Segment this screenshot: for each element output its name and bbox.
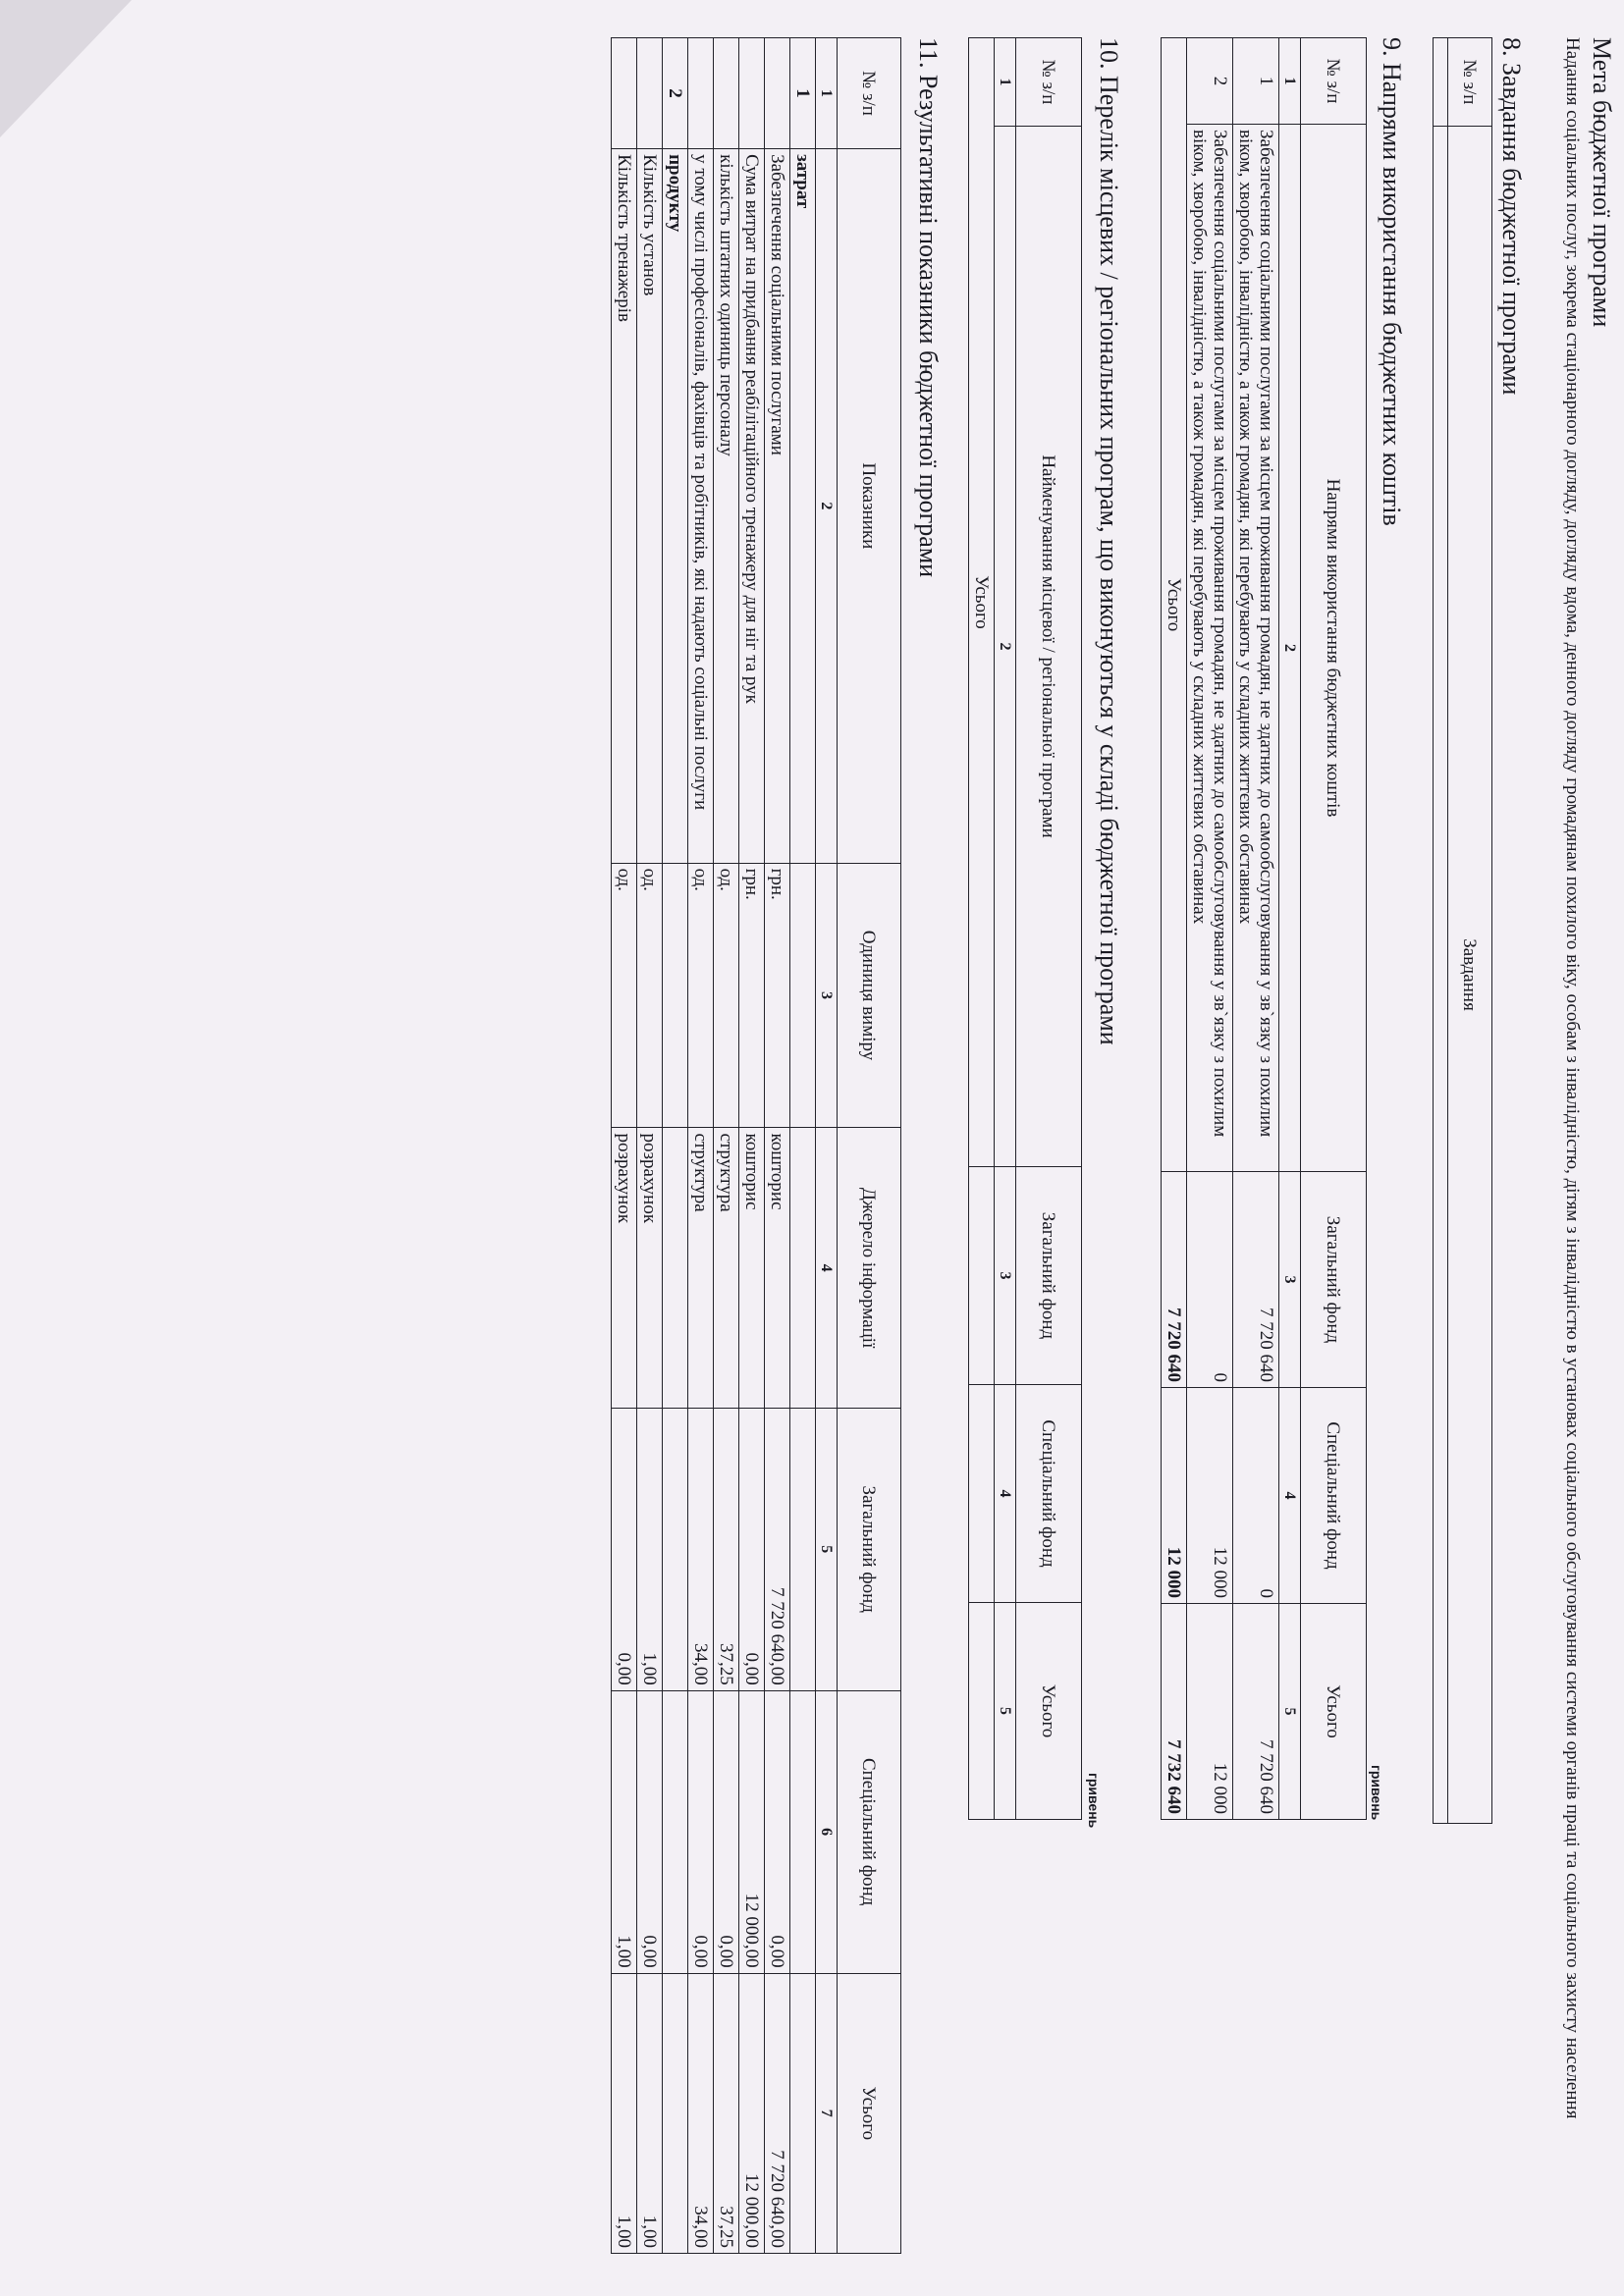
programs-header-total: Усього — [1016, 1603, 1082, 1820]
row-general: 37,25 — [714, 1408, 739, 1690]
section9-unit: гривень — [1369, 1765, 1384, 1821]
total-total: 7 732 640 — [1162, 1604, 1187, 1820]
directions-header-direction: Напрями використання бюджетних коштів — [1301, 125, 1367, 1172]
indicators-header-total: Усього — [838, 1973, 901, 2253]
total-special: 12 000 — [1162, 1388, 1187, 1604]
colnum: 5 — [995, 1603, 1016, 1820]
goal-text: Надання соціальних послуг, зокрема стаціонарного догляду, догляду вдома, денного догляду громадянам похилого віку, особам з інвалідністю, дітям з інвалідністю в установах соціального обслуговування системи органів праці та соціального захисту населення — [1562, 37, 1583, 2119]
row-special: 0,00 — [765, 1690, 790, 1973]
row-num: 1 — [1233, 38, 1279, 125]
row-general: 1,00 — [637, 1408, 663, 1690]
tasks-header-task: Завдання — [1448, 127, 1492, 1824]
indicators-header-indicator: Показники — [838, 149, 901, 863]
colnum: 2 — [1279, 125, 1301, 1172]
row-unit: од. — [688, 863, 714, 1128]
indicators-header-unit: Одиниця виміру — [838, 863, 901, 1128]
table-row-group — [790, 38, 816, 2254]
row-indicator: Забезпечення соціальними послугами — [765, 149, 790, 863]
row-total: 37,25 — [714, 1973, 739, 2253]
table-row — [637, 38, 663, 2254]
programs-header-special: Спеціальний фонд — [1016, 1385, 1082, 1603]
colnum: 6 — [816, 1690, 838, 1973]
row-special: 1,00 — [612, 1690, 637, 1973]
folded-corner — [0, 0, 132, 137]
total-total — [969, 1603, 995, 1820]
section10-unit: гривень — [1086, 1773, 1102, 1829]
tasks-empty-cell — [1434, 127, 1448, 1824]
table-total-row — [1162, 38, 1187, 1820]
indicators-table — [611, 37, 901, 2254]
colnum: 3 — [995, 1167, 1016, 1385]
row-source: розрахунок — [637, 1128, 663, 1408]
row-total: 7 720 640 — [1233, 1604, 1279, 1820]
tasks-header-num: № з/п — [1448, 38, 1492, 127]
table-row — [765, 38, 790, 2254]
table-row — [688, 38, 714, 2254]
colnum: 5 — [816, 1408, 838, 1690]
table-row — [612, 38, 637, 2254]
tasks-table — [1433, 37, 1492, 1824]
row-special: 0 — [1233, 1388, 1279, 1604]
colnum: 4 — [816, 1128, 838, 1408]
row-total: 1,00 — [637, 1973, 663, 2253]
directions-table — [1161, 37, 1367, 1820]
row-general: 7 720 640 — [1233, 1172, 1279, 1388]
row-source: структура — [688, 1128, 714, 1408]
row-unit: од. — [637, 863, 663, 1128]
row-indicator: у тому числі професіоналів, фахівців та робітників, які надають соціальні послуги — [688, 149, 714, 863]
row-source: структура — [714, 1128, 739, 1408]
colnum: 2 — [816, 149, 838, 863]
row-source: кошторис — [765, 1128, 790, 1408]
row-total: 12 000 — [1187, 1604, 1233, 1820]
row-indicator: Кількість тренажерів — [612, 149, 637, 863]
directions-header-special: Спеціальний фонд — [1301, 1388, 1367, 1604]
row-num: 1 — [790, 38, 816, 149]
programs-header-general: Загальний фонд — [1016, 1167, 1082, 1385]
row-general: 34,00 — [688, 1408, 714, 1690]
row-source: розрахунок — [612, 1128, 637, 1408]
total-general: 7 720 640 — [1162, 1172, 1187, 1388]
total-general — [969, 1167, 995, 1385]
row-general: 7 720 640,00 — [765, 1408, 790, 1690]
row-special: 0,00 — [688, 1690, 714, 1973]
row-source: кошторис — [739, 1128, 765, 1408]
colnum: 2 — [995, 127, 1016, 1167]
directions-header-num: № з/п — [1301, 38, 1367, 125]
row-indicator: Кількість установ — [637, 149, 663, 863]
colnum: 4 — [995, 1385, 1016, 1603]
section9-title: 9. Напрями використання бюджетних коштів — [1378, 37, 1406, 526]
row-total: 1,00 — [612, 1973, 637, 2253]
colnum: 7 — [816, 1973, 838, 2253]
row-special: 12 000 — [1187, 1388, 1233, 1604]
row-group-label: затрат — [790, 149, 816, 863]
programs-header-num: № з/п — [1016, 38, 1082, 127]
colnum: 1 — [1279, 38, 1301, 125]
colnum: 1 — [995, 38, 1016, 127]
tasks-empty-cell — [1434, 38, 1448, 127]
row-text: Забезпечення соціальними послугами за місцем проживання громадян, не здатних до самообслуговування у зв`язку з похилим віком, хворобою, інвалідністю, а також громадян, які перебувають у складних життєвих обставинах — [1233, 125, 1279, 1172]
row-indicator: кількість штатних одиниць персоналу — [714, 149, 739, 863]
row-total: 12 000,00 — [739, 1973, 765, 2253]
total-label: Усього — [1162, 38, 1187, 1172]
row-special: 0,00 — [637, 1690, 663, 1973]
row-num: 2 — [663, 38, 688, 149]
row-general: 0,00 — [739, 1408, 765, 1690]
row-unit: од. — [612, 863, 637, 1128]
row-indicator: Сума витрат на придбання реабілітаційного тренажеру для ніг та рук — [739, 149, 765, 863]
table-row — [739, 38, 765, 2254]
row-unit: грн. — [739, 863, 765, 1128]
row-special: 0,00 — [714, 1690, 739, 1973]
table-row — [1233, 38, 1279, 1820]
programs-header-name: Найменування місцевої / регіональної програми — [1016, 127, 1082, 1167]
colnum: 3 — [1279, 1172, 1301, 1388]
programs-table — [968, 37, 1082, 1820]
row-num: 2 — [1187, 38, 1233, 125]
colnum: 5 — [1279, 1604, 1301, 1820]
total-special — [969, 1385, 995, 1603]
row-total: 34,00 — [688, 1973, 714, 2253]
table-total-row — [969, 38, 995, 1820]
colnum: 3 — [816, 863, 838, 1128]
total-label: Усього — [969, 38, 995, 1167]
indicators-header-general: Загальний фонд — [838, 1408, 901, 1690]
colnum: 4 — [1279, 1388, 1301, 1604]
indicators-header-num: № з/п — [838, 38, 901, 149]
colnum: 1 — [816, 38, 838, 149]
directions-header-total: Усього — [1301, 1604, 1367, 1820]
indicators-header-special: Спеціальний фонд — [838, 1690, 901, 1973]
row-text: Забезпечення соціальними послугами за місцем проживання громадян, не здатних до самообслуговування у зв`язку з похилим віком, хворобою, інвалідністю, а також громадян, які перебувають у складних життєвих обставинах — [1187, 125, 1233, 1172]
table-row-group — [663, 38, 688, 2254]
section11-title: 11. Результативні показники бюджетної програми — [914, 37, 943, 578]
section8-title: 8. Завдання бюджетної програми — [1497, 37, 1526, 396]
row-general: 0,00 — [612, 1408, 637, 1690]
directions-header-general: Загальний фонд — [1301, 1172, 1367, 1388]
row-unit: од. — [714, 863, 739, 1128]
table-row — [714, 38, 739, 2254]
row-special: 12 000,00 — [739, 1690, 765, 1973]
table-row — [1187, 38, 1233, 1820]
section10-title: 10. Перелік місцевих / регіональних програм, що виконуються у складі бюджетної програми — [1095, 37, 1123, 1045]
goal-title: Мета бюджетної програми — [1588, 37, 1616, 328]
row-general: 0 — [1187, 1172, 1233, 1388]
row-group-label: продукту — [663, 149, 688, 863]
row-unit: грн. — [765, 863, 790, 1128]
row-total: 7 720 640,00 — [765, 1973, 790, 2253]
indicators-header-source: Джерело інформації — [838, 1128, 901, 1408]
